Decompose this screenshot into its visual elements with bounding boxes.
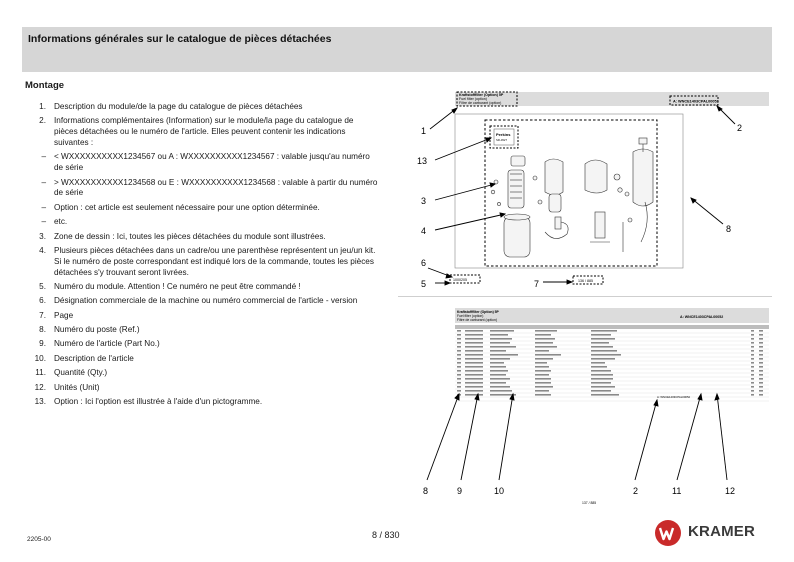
callout-8-top: 8 — [726, 224, 732, 234]
parts-drawing — [491, 138, 653, 257]
list-item: 9. Numéro de l'article (Part No.) — [39, 339, 160, 349]
list-item: 8. Numéro du poste (Ref.) — [39, 325, 140, 335]
list-item: 4. Plusieurs pièces détachées dans un cadre/ou une parenthèse représentent un jeu/un kit. Si le numéro de poste correspondant est indiqué lors de la commande, toutes les pièces détachées s'y trouvant seront livrées. — [39, 245, 376, 277]
callout-9: 9 — [457, 486, 463, 496]
page-number: 136 / 885 — [578, 279, 593, 283]
brand-name: KRAMER — [688, 523, 756, 540]
table-row-note: A: WNCE1403CPAL00052 — [657, 395, 691, 399]
table-module-info: A: WNCE1403CPAL00052 — [680, 315, 724, 319]
callout-3: 3 — [421, 196, 427, 206]
callout-13: 13 — [417, 156, 428, 166]
callout-11: 11 — [672, 486, 682, 496]
callout-6: 6 — [421, 258, 427, 268]
list-item: 13. Option : Ici l'option est illustrée à l'aide d'un pictogramme. — [34, 397, 263, 407]
table-title-line: Fuel filter (option) — [457, 314, 484, 318]
module-title-line: Filtre de carburant (option) — [459, 101, 502, 105]
table-callout-arrows — [427, 394, 727, 480]
callout-2: 2 — [737, 123, 743, 133]
callout-7: 7 — [534, 279, 540, 289]
callout-4: 4 — [421, 226, 427, 236]
catalog-diagram — [395, 82, 775, 512]
steps-list — [28, 102, 378, 411]
list-item: 12. Unités (Unit) — [34, 382, 100, 392]
module-info: A: WNCE1403CPAL00052 — [673, 99, 719, 104]
callout-8-bottom: 8 — [423, 486, 429, 496]
logo-emblem — [652, 518, 684, 548]
callout-2-bottom: 2 — [633, 486, 639, 496]
callout-arrows — [428, 106, 735, 285]
page-title: Informations générales sur le catalogue de pièces détachées — [28, 33, 332, 45]
module-title-line: Fuel filter (option) — [459, 97, 487, 101]
page-number: 8 / 830 — [372, 530, 400, 540]
callout-1: 1 — [421, 126, 427, 136]
header-band — [22, 27, 772, 72]
table-title-line: Kraftstofffilter (Option) 5P — [457, 310, 499, 314]
callout-10: 10 — [494, 486, 505, 496]
option-label: Perkins — [496, 132, 511, 137]
list-item: 1. Description du module/de la page du catalogue de pièces détachées — [39, 102, 303, 111]
parts-table-page — [455, 308, 769, 505]
list-subitem: – Option : cet article est seulement nécessaire pour une option déterminée. — [41, 202, 320, 212]
module-title-line: Kraftstofffilter (Option) 5P — [459, 93, 504, 97]
callout-5: 5 — [421, 279, 427, 289]
list-item: 7. Page — [39, 310, 74, 320]
callout-12: 12 — [725, 486, 736, 496]
table-title-line: Filtre de carburant (option) — [457, 318, 497, 322]
kramer-logo — [652, 518, 772, 548]
option-code: SR-4527 — [496, 138, 508, 142]
list-subitem: – etc. — [41, 217, 68, 227]
list-item: 2. Informations complémentaires (Information) sur le module/la page du catalogue de pièces détachées ou le numéro de l'article. Elles peuvent contenir les indications suivantes : — [39, 116, 354, 147]
table-page-number: 137 / 885 — [582, 501, 597, 505]
document-code: 2205-00 — [27, 536, 51, 543]
list-subitem: – < WXXXXXXXXXX1234567 ou A : WXXXXXXXXXX1234567 : valable jusqu'au numéro de série — [41, 152, 370, 173]
list-item: 5. Numéro du module. Attention ! Ce numéro ne peut être commandé ! — [39, 281, 301, 291]
list-item: 11. Quantité (Qty.) — [35, 368, 108, 378]
section-title: Montage — [25, 80, 65, 91]
list-item: 3. Zone de dessin : Ici, toutes les pièces détachées du module sont illustrées. — [39, 231, 326, 241]
list-subitem: – > WXXXXXXXXXX1234568 ou E : WXXXXXXXXXX1234568 : valable à partir du numéro de série — [41, 177, 378, 198]
list-item: 6. Désignation commerciale de la machine ou numéro commercial de l'article - version — [39, 296, 358, 306]
list-item: 10. Description de l'article — [34, 353, 134, 363]
module-number: 1000205 — [453, 278, 467, 282]
